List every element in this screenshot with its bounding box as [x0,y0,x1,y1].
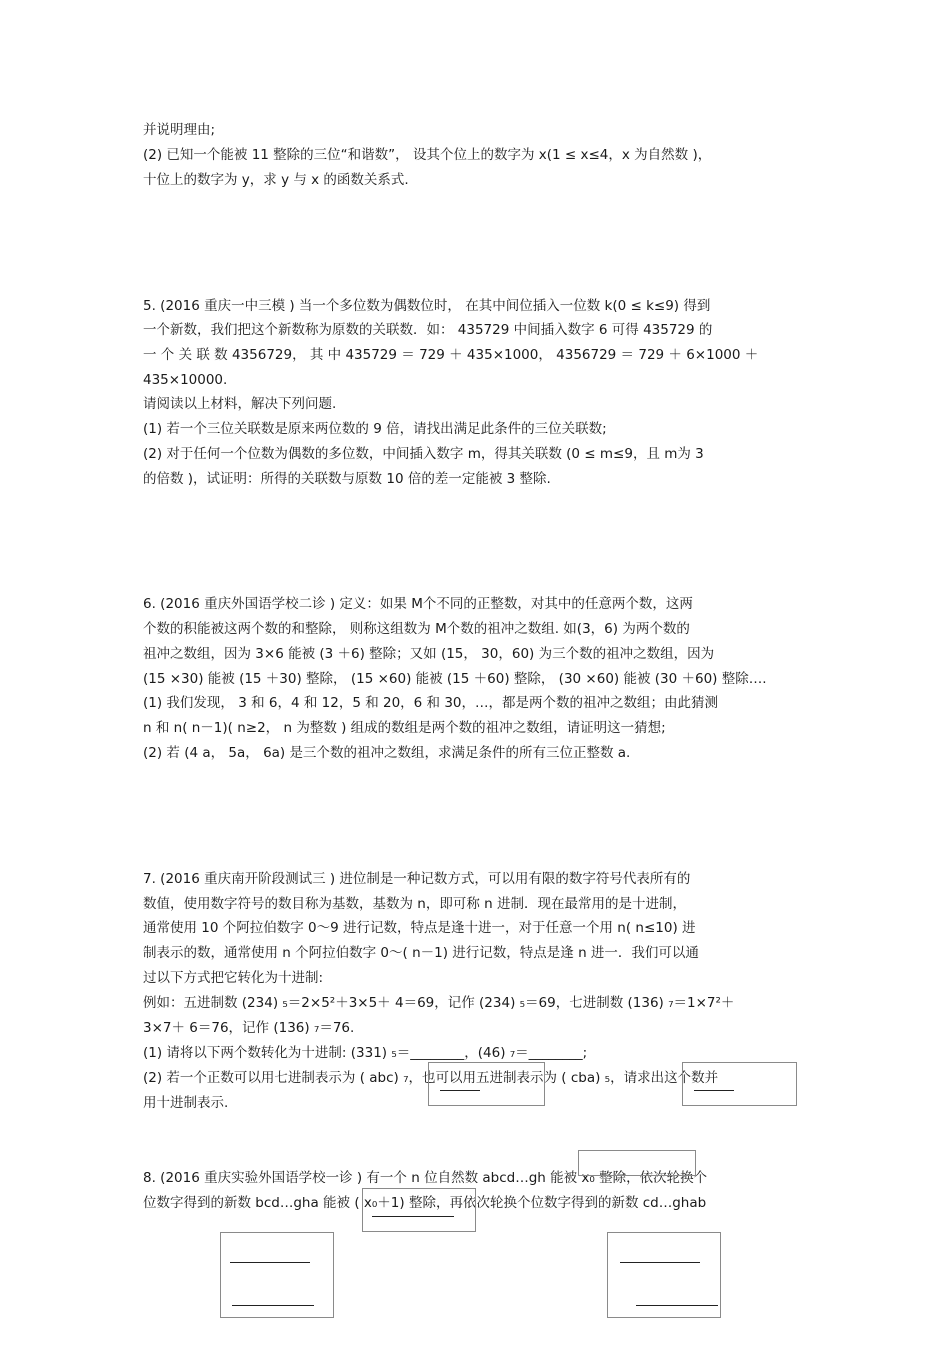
intro-line-2: (2) 已知一个能被 11 整除的三位“和谐数”， 设其个位上的数字为 x(1 ≤ x≤4，x 为自然数 )， [143,147,712,163]
answer-line-left-1 [230,1262,310,1263]
q7-line-6: 例如：五进制数 (234) ₅＝2×5²＋3×5＋ 4＝69，记作 (234) ₅＝69，七进制数 (136) ₇＝1×7²＋ [143,995,735,1011]
q6-line-1: 6. (2016 重庆外国语学校二诊 ) 定义：如果 M个不同的正整数，对其中的任意两个数，这两 [143,596,693,612]
q8-line-1: 8. (2016 重庆实验外国语学校一诊 ) 有一个 n 位自然数 abcd…gh 能被 x₀ 整除，依次轮换个 [143,1170,708,1186]
q7-line-2: 数值，使用数字符号的数目称为基数，基数为 n，即可称 n 进制．现在最常用的是十进制， [143,896,686,912]
q7-line-3: 通常使用 10 个阿拉伯数字 0～9 进行记数，特点是逢十进一，对于任意一个用 n( n≤10) 进 [143,920,696,936]
q5-line-5: 请阅读以上材料，解决下列问题. [143,396,337,412]
q6-line-3: 祖冲之数组，因为 3×6 能被 (3 ＋6) 整除；又如 (15， 30，60) 为三个数的祖冲之数组，因为 [143,646,715,662]
answer-line-right-2 [636,1305,718,1306]
q5-line-1: 5. (2016 重庆一中三模 ) 当一个多位数为偶数位时， 在其中间位插入一位数 k(0 ≤ k≤9) 得到 [143,298,711,314]
q5-line-7: (2) 对于任何一个位数为偶数的多位数，中间插入数字 m，得其关联数 (0 ≤ m≤9，且 m为 3 [143,446,704,462]
q7-line-1: 7. (2016 重庆南开阶段测试三 ) 进位制是一种记数方式，可以用有限的数字符号代表所有的 [143,871,691,887]
intro-line-1: 并说明理由; [143,122,216,138]
overbar-bcd [372,1216,454,1217]
q7-line-8: (1) 请将以下两个数转化为十进制: (331) ₅＝________，(46) ₇＝________; [143,1045,588,1061]
q5-line-6: (1) 若一个三位关联数是原来两位数的 9 倍，请找出满足此条件的三位关联数; [143,421,607,437]
overbar-frame-cba [682,1062,797,1106]
overbar-frame-abcd [578,1150,696,1176]
q7-line-7: 3×7＋ 6＝76，记作 (136) ₇＝76. [143,1020,355,1036]
intro-line-3: 十位上的数字为 y，求 y 与 x 的函数关系式. [143,172,409,188]
q8-line-2: 位数字得到的新数 bcd…gha 能被 ( x₀＋1) 整除，再依次轮换个位数字得到的新数 cd…ghab [143,1195,707,1211]
q5-line-4: 435×10000. [143,372,228,388]
q7-line-10: 用十进制表示. [143,1095,229,1111]
overbar-frame-bcd [362,1188,476,1232]
q7-line-4: 制表示的数，通常使用 n 个阿拉伯数字 0～( n－1) 进行记数，特点是逢 n 进一．我们可以通 [143,945,699,961]
q5-line-2: 一个新数，我们把这个新数称为原数的关联数．如： 435729 中间插入数字 6 可得 435729 的 [143,322,713,338]
overbar-abc [440,1090,480,1091]
q5-line-3: 一 个 关 联 数 4356729， 其 中 435729 ＝ 729 ＋ 435×1000， 4356729 ＝ 729 ＋ 6×1000 ＋ [143,347,759,363]
q6-line-7: (2) 若 (4 a， 5a， 6a) 是三个数的祖冲之数组，求满足条件的所有三位正整数 a. [143,745,631,761]
answer-line-right-1 [620,1262,700,1263]
q5-line-8: 的倍数 )，试证明：所得的关联数与原数 10 倍的差一定能被 3 整除. [143,471,551,487]
answer-line-left-2 [232,1305,314,1306]
q7-line-5: 过以下方式把它转化为十进制: [143,970,324,986]
q6-line-4: (15 ×30) 能被 (15 ＋30) 整除， (15 ×60) 能被 (15 ＋60) 整除， (30 ×60) 能被 (30 ＋60) 整除…. [143,671,767,687]
q6-line-2: 个数的积能被这两个数的和整除， 则称这组数为 M个数的祖冲之数组. 如(3，6) 为两个数的 [143,621,690,637]
overbar-cba [694,1090,734,1091]
q6-line-5: (1) 我们发现， 3 和 6，4 和 12，5 和 20，6 和 30，…，都是两个数的祖冲之数组；由此猜测 [143,695,719,711]
q7-line-9: (2) 若一个正数可以用七进制表示为 ( abc) ₇，也可以用五进制表示为 ( cba) ₅，请求出这个数并 [143,1070,719,1086]
q6-line-6: n 和 n( n－1)( n≥2， n 为整数 ) 组成的数组是两个数的祖冲之数组，请证明这一猜想; [143,720,666,736]
overbar-frame-abc [428,1062,545,1106]
